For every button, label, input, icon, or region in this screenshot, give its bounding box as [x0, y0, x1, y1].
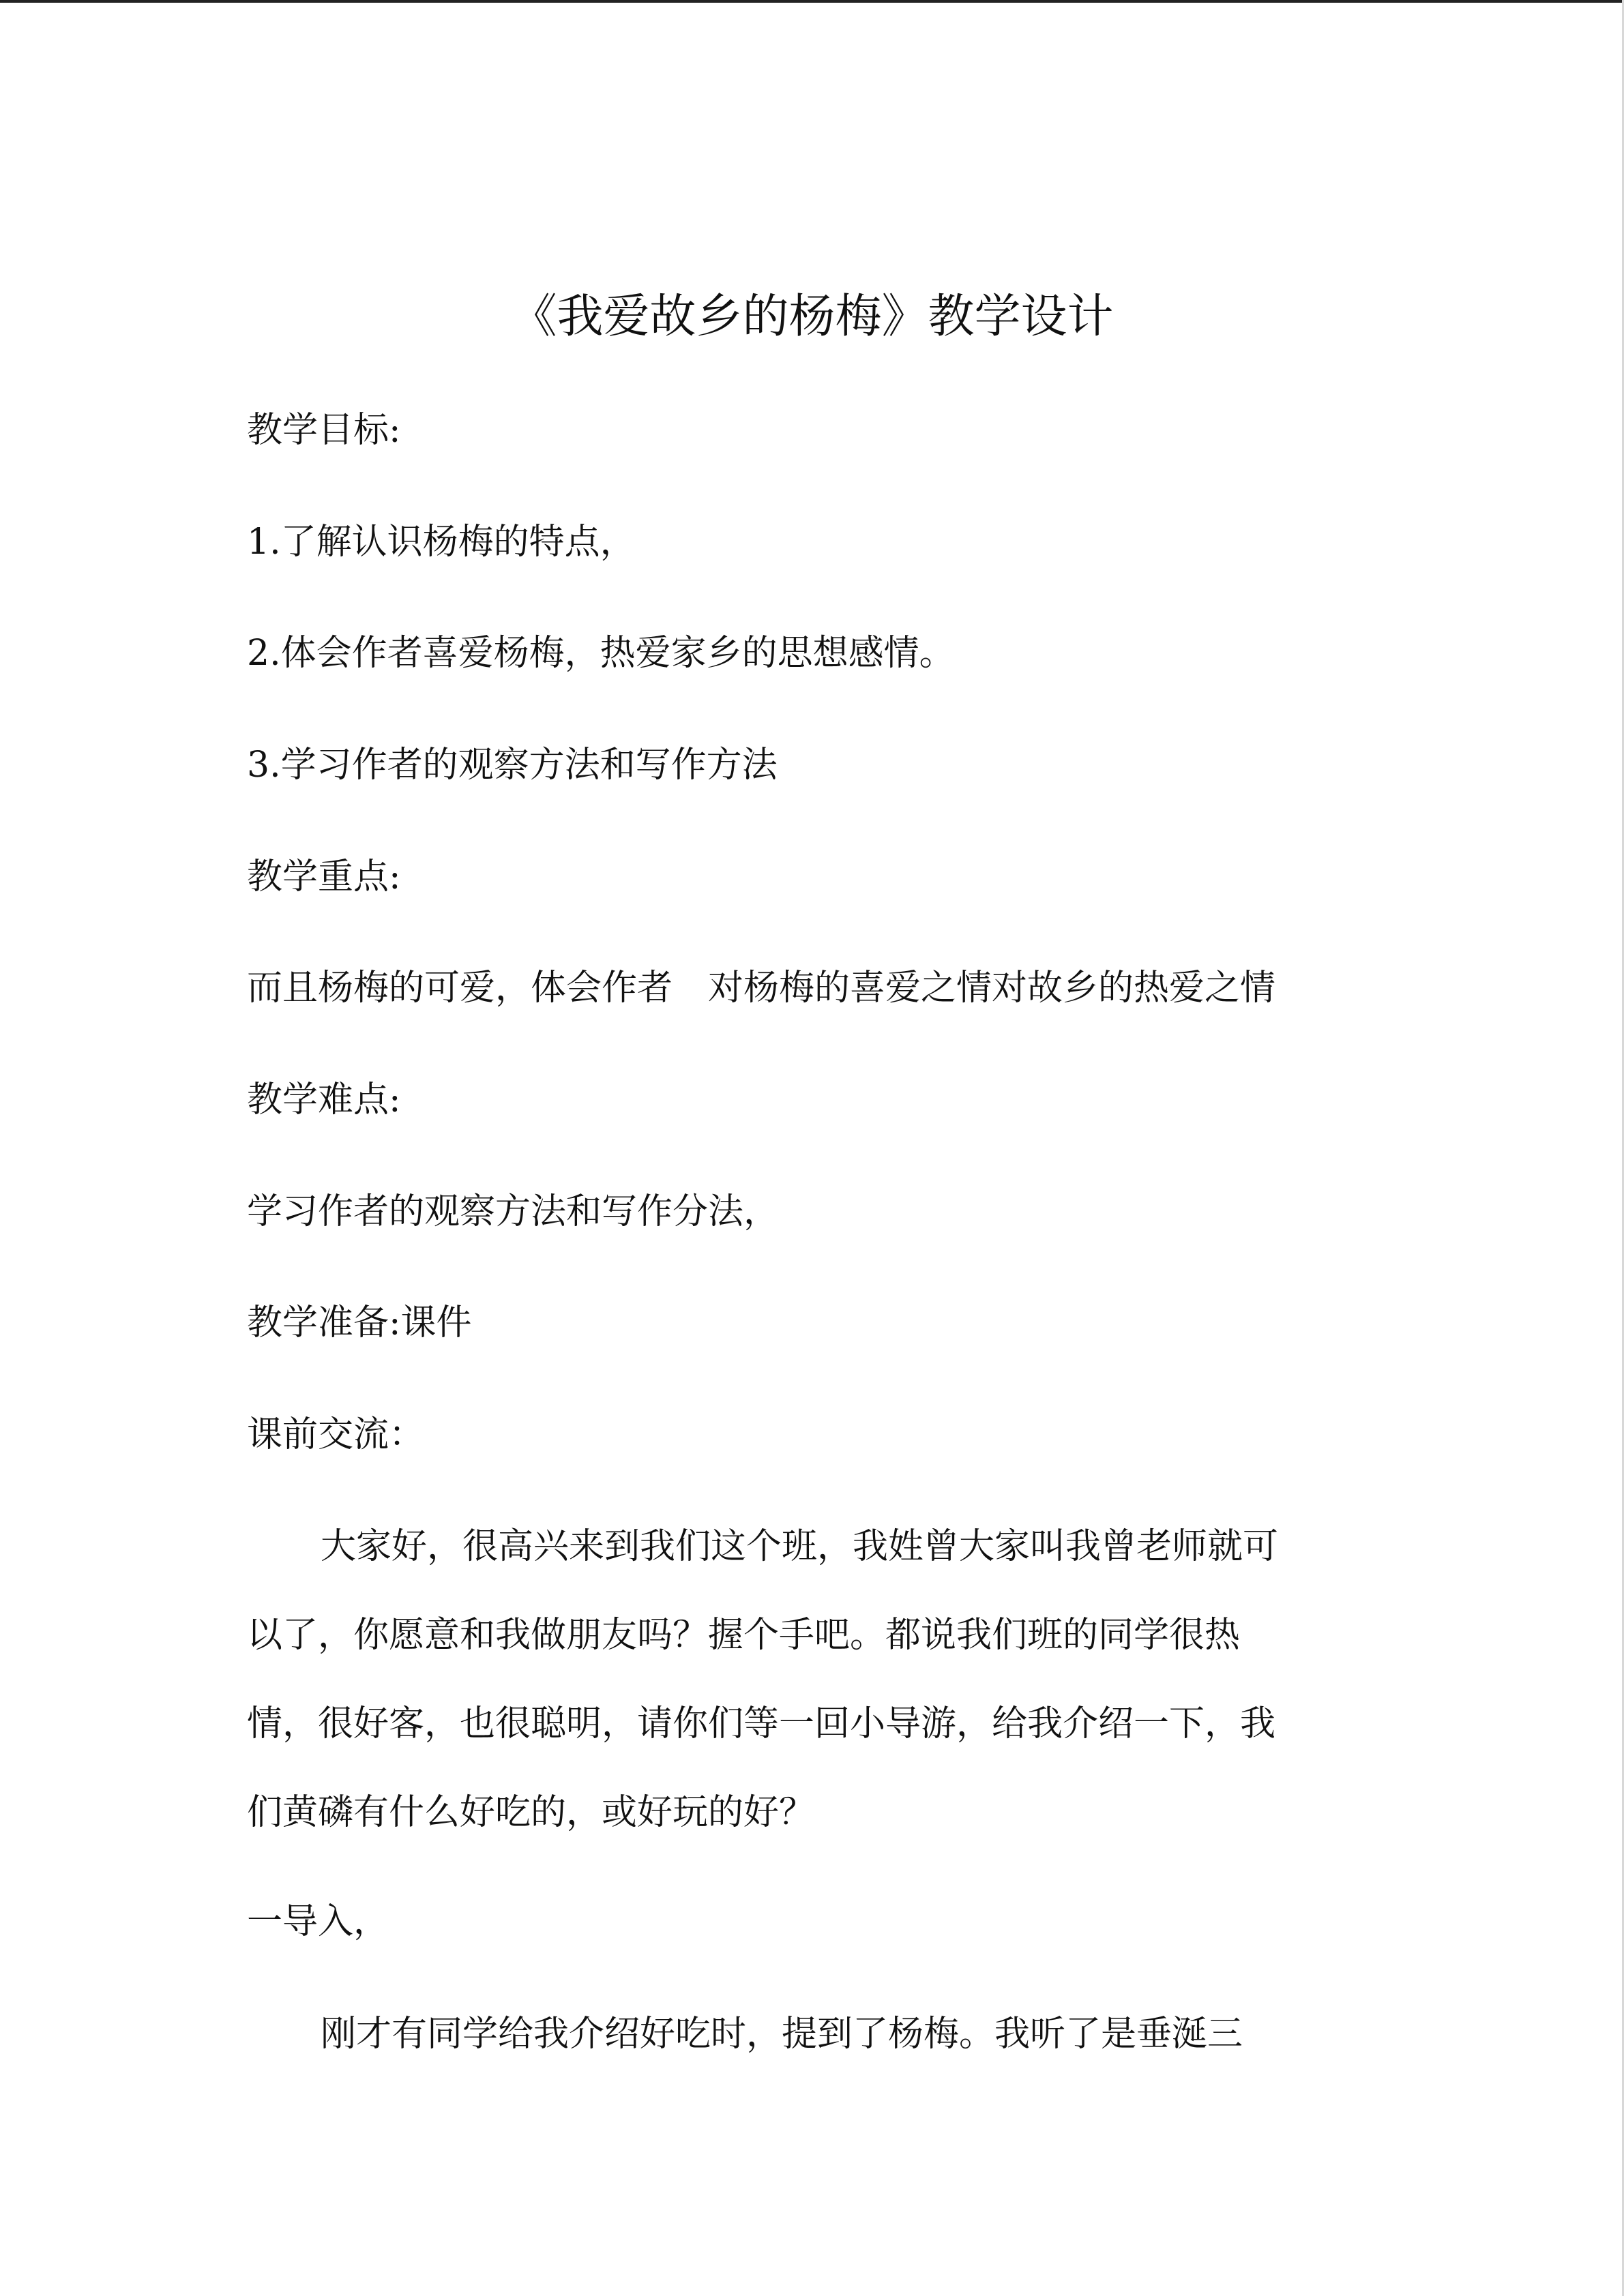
pre-class-paragraph-line: 以了，你愿意和我做朋友吗？握个手吧。都说我们班的同学很热 — [247, 1615, 1241, 1656]
pre-class-paragraph-line: 大家好，很高兴来到我们这个班，我姓曾大家叫我曾老师就可 — [321, 1526, 1279, 1567]
document-title: 《我爱故乡的杨梅》教学设计 — [510, 290, 1114, 344]
key-point-heading: 教学重点: — [247, 856, 401, 897]
top-border — [0, 0, 1624, 3]
pre-class-paragraph-line: 情，很好客，也很聪明，请你们等一回小导游，给我介绍一下，我 — [247, 1703, 1276, 1744]
intro-text: 刚才有同学给我介绍好吃时，提到了杨梅。我听了是垂涎三 — [321, 2014, 1243, 2055]
objective-3: 3.学习作者的观察方法和写作方法 — [247, 745, 778, 786]
pre-class-paragraph-line: 们黄磷有什么好吃的，或好玩的好？ — [247, 1792, 815, 1833]
objectives-heading: 教学目标: — [247, 410, 401, 451]
objective-1: 1.了解认识杨梅的特点， — [247, 522, 636, 563]
preparation-line: 教学准备:课件 — [247, 1302, 472, 1343]
intro-heading: 一导入， — [247, 1901, 389, 1942]
key-point-text: 而且杨梅的可爱，体会作者 对杨梅的喜爱之情对故乡的热爱之情 — [247, 968, 1276, 1009]
difficulty-heading: 教学难点: — [247, 1079, 401, 1120]
difficulty-text: 学习作者的观察方法和写作分法， — [247, 1191, 780, 1232]
objective-2: 2.体会作者喜爱杨梅，热爱家乡的思想感情。 — [247, 633, 955, 674]
pre-class-heading: 课前交流： — [247, 1414, 425, 1455]
